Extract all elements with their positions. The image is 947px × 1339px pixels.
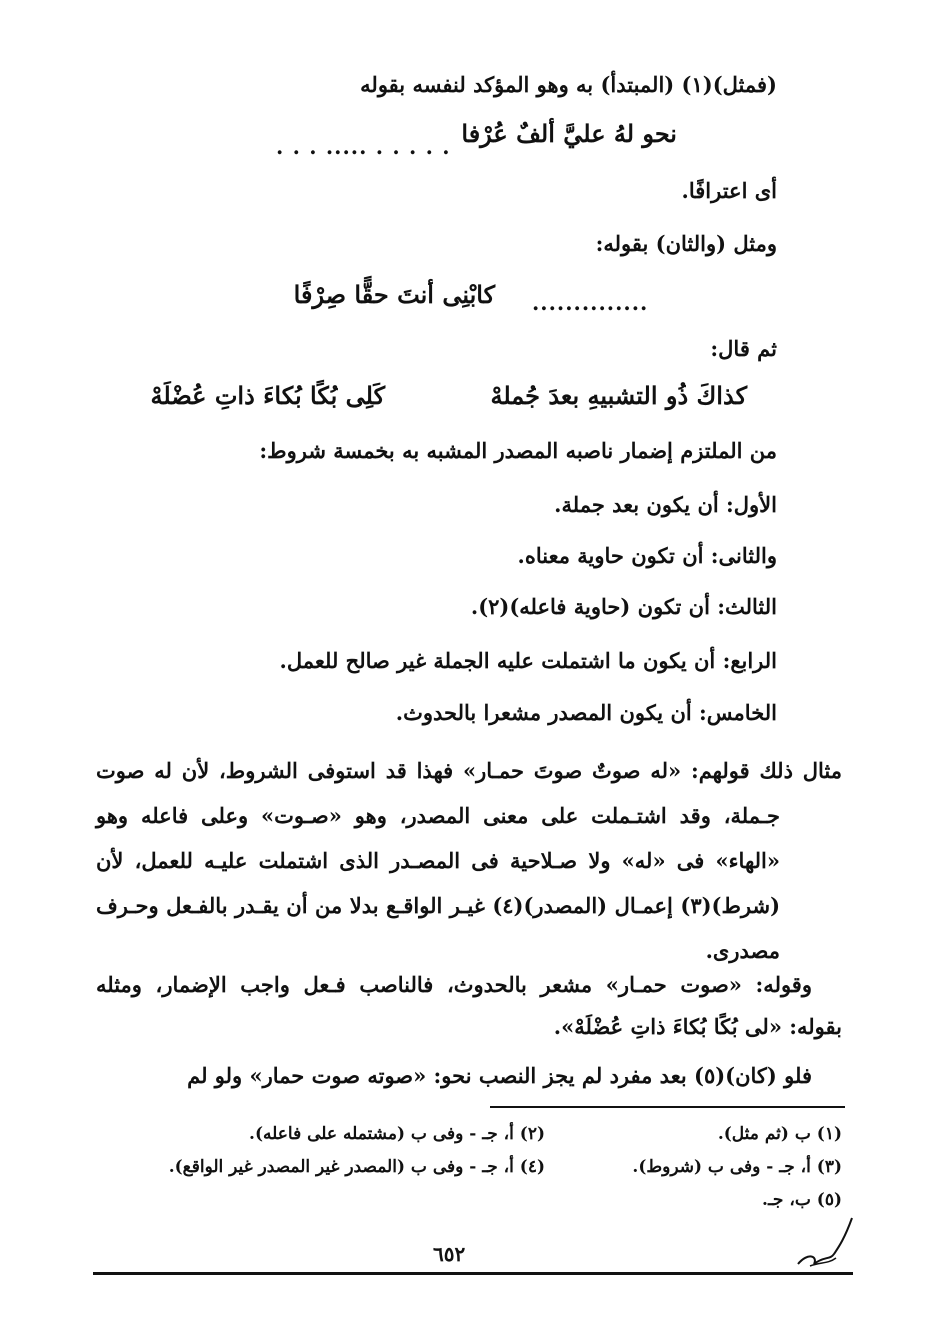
text-line-5: من الملتزم إضمار ناصبه المصدر المشبه به بخمسة شروط: xyxy=(259,438,777,463)
condition-1: الأول: أن يكون بعد جملة. xyxy=(554,492,777,517)
page-number: ٦٥٢ xyxy=(433,1242,466,1266)
page-bottom-rule xyxy=(93,1272,853,1275)
footnote-3: (٣) أ، جـ - وفى ب (شروط). xyxy=(632,1157,842,1177)
footnote-1: (١) ب (ثم مثل). xyxy=(717,1124,842,1144)
verse-3-second-hemistich: كَلِى بُكًا بُكاءَ ذاتِ عُضْلَهْ xyxy=(150,381,385,410)
signature-mark xyxy=(790,1212,860,1272)
footnote-separator xyxy=(490,1106,845,1108)
paragraph-1: مثال ذلك قولهم: «له صوتٌ صوتَ حمـار» فهذا قد استوفى الشروط، لأن له صوت جـملة، وقد اشتـملت على معنى المصدر، وهو «صـوت» وعلى فاعله وهو «الهاء» فى «له» ولا صـلاحية فى المصـدر الذى اشتملت عليـه للعمل، لأن (شرط)(٣) إعمـال (المصدر)(٤) غيـر الواقـع بدلا من أن يقـدر بالفـعل وحـرف مصدرى. xyxy=(96,758,842,963)
condition-3: الثالث: أن تكون (حاوية فاعله)(٢). xyxy=(470,594,777,619)
condition-5: الخامس: أن يكون المصدر مشعرا بالحدوث. xyxy=(395,700,777,725)
text-line-4: ثم قال: xyxy=(710,336,777,361)
verse-3-first-hemistich: كذاكَ ذُو التشبيهِ بعدَ جُملهْ xyxy=(490,381,747,410)
footnote-5: (٥) ب، جـ. xyxy=(762,1190,842,1210)
condition-2: والثانى: أن تكون حاوية معناه. xyxy=(517,543,777,568)
text-line-1: (فمثل)(١) (المبتدأ) به وهو المؤكد لنفسه بقوله xyxy=(360,72,777,97)
paragraph-2: وقوله: «صوت حمـار» مشعر بالحدوث، فالناصب فـعل واجب الإضمار، ومثله بقوله: «لى بُكًا بُكاءَ ذاتِ عُضْلَهْ». xyxy=(96,972,842,1039)
text-line-3: ومثل (والثان) بقوله: xyxy=(595,231,777,256)
verse-2: كابْنِى أنتَ حقًّا صِرْفًا xyxy=(293,280,495,309)
verse-2-dots: .............. xyxy=(532,290,649,315)
text-line-2: أى اعترافًا. xyxy=(681,178,777,203)
footnote-4: (٤) أ، جـ - وفى ب (المصدر غير المصدر غير الواقع). xyxy=(168,1157,545,1177)
verse-1-dots: . . . ..... . . . . . xyxy=(276,134,451,159)
footnote-2: (٢) أ، جـ - وفى ب (مشتمله على فاعله). xyxy=(249,1124,545,1144)
paragraph-3: فلو (كان)(٥) بعد مفرد لم يجز النصب نحو: «صوته صوت حمار» ولو لم xyxy=(187,1063,812,1088)
verse-1: نحو لهُ عليَّ ألفٌ عُرْفا xyxy=(461,119,677,148)
condition-4: الرابع: أن يكون ما اشتملت عليه الجملة غير صالح للعمل. xyxy=(279,648,777,673)
